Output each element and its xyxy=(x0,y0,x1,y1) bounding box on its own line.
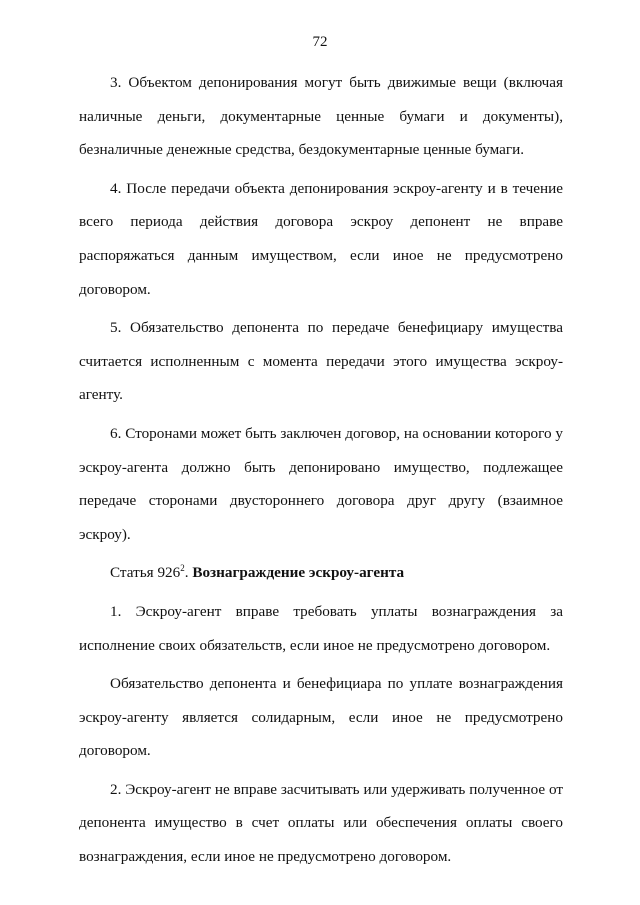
paragraph-item-5: 5. Обязательство депонента по передаче бенефициару имущества считается исполненным с момента передачи этого имущества эскроу-агенту. xyxy=(79,319,563,404)
article-number-superscript: 2 xyxy=(180,563,185,574)
paragraph-item-3: 3. Объектом депонирования могут быть движимые вещи (включая наличные деньги, документарные ценные бумаги и документы), безналичные денежные средства, бездокументарные ценные бумаги. xyxy=(79,74,563,159)
paragraph-item-6: 6. Сторонами может быть заключен договор, на основании которого у эскроу-агента должно быть депонировано имущество, подлежащее передаче сторонами двустороннего договора друг другу (взаимное эскроу). xyxy=(79,424,563,543)
paragraph-item-1: 1. Эскроу-агент вправе требовать уплаты вознаграждения за исполнение своих обязательств, если иное не предусмотрено договором. xyxy=(79,602,563,654)
article-title: Вознаграждение эскроу-агента xyxy=(192,564,405,582)
article-number: Статья 926 xyxy=(110,564,181,582)
paragraph-solidary-obligation: Обязательство депонента и бенефициара по уплате вознаграждения эскроу-агенту является солидарным, если иное не предусмотрено договором. xyxy=(79,675,563,760)
article-separator: . xyxy=(184,564,193,582)
paragraph-item-2: 2. Эскроу-агент не вправе засчитывать или удерживать полученное от депонента имущество в счет оплаты или обеспечения оплаты своего вознаграждения, если иное не предусмотрено договором. xyxy=(79,780,563,866)
paragraph-item-4: 4. После передачи объекта депонирования эскроу-агенту и в течение всего периода действия договора эскроу депонент не вправе распоряжаться данным имуществом, если иное не предусмотрено договором. xyxy=(79,179,563,298)
article-heading xyxy=(79,556,563,590)
document-body xyxy=(79,66,563,879)
page-number: 72 xyxy=(312,34,328,50)
